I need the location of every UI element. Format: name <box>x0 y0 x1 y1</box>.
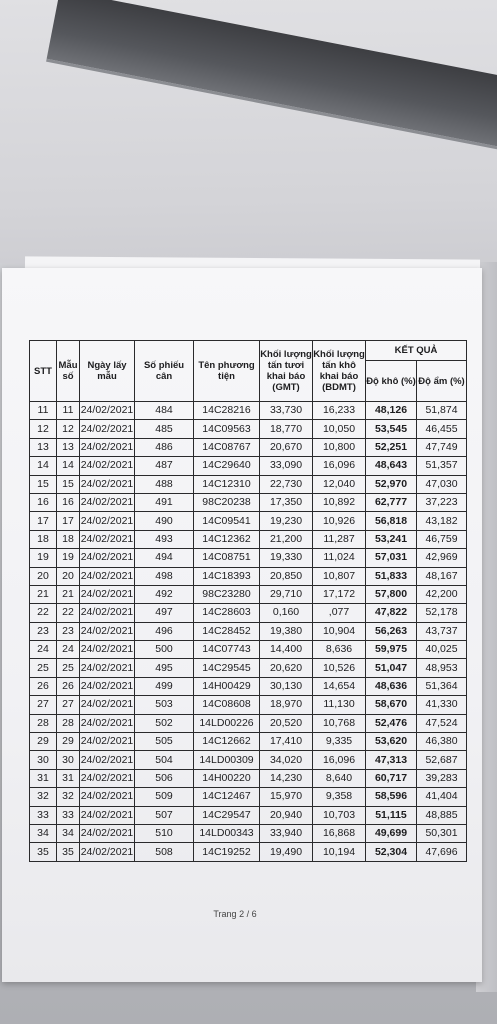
cell-ten-phuong-tien: 14C29640 <box>194 457 260 475</box>
cell-so-phieu: 504 <box>135 751 194 769</box>
cell-so-phieu: 499 <box>135 677 194 695</box>
table-row <box>30 512 467 530</box>
cell-mau-so: 17 <box>57 512 80 530</box>
header-so-phieu-can: Số phiếu cân <box>135 341 194 402</box>
cell-ngay: 24/02/2021 <box>80 714 135 732</box>
cell-do-kho: 51,047 <box>366 659 417 677</box>
cell-gmt: 33,940 <box>260 824 313 842</box>
table-row <box>30 806 467 824</box>
header-do-am: Độ ẩm (%) <box>417 361 467 402</box>
cell-ten-phuong-tien: 14C12362 <box>194 530 260 548</box>
cell-gmt: 20,940 <box>260 806 313 824</box>
header-ket-qua: KẾT QUẢ <box>366 341 467 361</box>
cell-do-am: 40,025 <box>417 641 467 659</box>
cell-so-phieu: 497 <box>135 604 194 622</box>
cell-do-am: 46,759 <box>417 530 467 548</box>
page-number: Trang 2 / 6 <box>213 909 257 919</box>
table-row <box>30 622 467 640</box>
table-row <box>30 824 467 842</box>
cell-ten-phuong-tien: 14C12662 <box>194 733 260 751</box>
cell-ngay: 24/02/2021 <box>80 549 135 567</box>
cell-gmt: 33,730 <box>260 402 313 420</box>
cell-do-kho: 52,970 <box>366 475 417 493</box>
cell-stt: 31 <box>30 769 57 787</box>
cell-ngay: 24/02/2021 <box>80 438 135 456</box>
cell-do-am: 37,223 <box>417 493 467 511</box>
cell-so-phieu: 506 <box>135 769 194 787</box>
cell-do-kho: 51,115 <box>366 806 417 824</box>
cell-gmt: 20,620 <box>260 659 313 677</box>
cell-ten-phuong-tien: 14C09563 <box>194 420 260 438</box>
header-mau-so: Mẫu số <box>57 341 80 402</box>
cell-do-kho: 47,313 <box>366 751 417 769</box>
cell-bdmt: 10,904 <box>313 622 366 640</box>
cell-stt: 24 <box>30 641 57 659</box>
cell-ten-phuong-tien: 14H00220 <box>194 769 260 787</box>
cell-stt: 23 <box>30 622 57 640</box>
cell-do-am: 51,874 <box>417 402 467 420</box>
cell-ngay: 24/02/2021 <box>80 659 135 677</box>
cell-bdmt: ,077 <box>313 604 366 622</box>
cell-ten-phuong-tien: 14C08608 <box>194 696 260 714</box>
cell-mau-so: 31 <box>57 769 80 787</box>
cell-so-phieu: 505 <box>135 733 194 751</box>
cell-so-phieu: 493 <box>135 530 194 548</box>
cell-ten-phuong-tien: 14C09541 <box>194 512 260 530</box>
cell-ten-phuong-tien: 14C08751 <box>194 549 260 567</box>
cell-mau-so: 29 <box>57 733 80 751</box>
cell-do-kho: 57,031 <box>366 549 417 567</box>
cell-ngay: 24/02/2021 <box>80 806 135 824</box>
header-bdmt: Khối lượng tấn khô khai báo (BDMT) <box>313 341 366 402</box>
cell-do-am: 42,969 <box>417 549 467 567</box>
cell-do-am: 47,696 <box>417 843 467 861</box>
cell-gmt: 15,970 <box>260 788 313 806</box>
cell-ten-phuong-tien: 14C29547 <box>194 806 260 824</box>
table-row <box>30 769 467 787</box>
table-row <box>30 641 467 659</box>
results-table <box>29 340 467 862</box>
table-row <box>30 438 467 456</box>
cell-ten-phuong-tien: 14C07743 <box>194 641 260 659</box>
cell-ten-phuong-tien: 14C19252 <box>194 843 260 861</box>
cell-do-kho: 60,717 <box>366 769 417 787</box>
cell-ngay: 24/02/2021 <box>80 493 135 511</box>
cell-ten-phuong-tien: 14C28452 <box>194 622 260 640</box>
table-row <box>30 402 467 420</box>
cell-do-kho: 53,620 <box>366 733 417 751</box>
cell-stt: 17 <box>30 512 57 530</box>
cell-mau-so: 15 <box>57 475 80 493</box>
cell-so-phieu: 487 <box>135 457 194 475</box>
cell-stt: 16 <box>30 493 57 511</box>
cell-ngay: 24/02/2021 <box>80 622 135 640</box>
cell-ten-phuong-tien: 14C29545 <box>194 659 260 677</box>
table-row <box>30 604 467 622</box>
header-stt: STT <box>30 341 57 402</box>
cell-mau-so: 23 <box>57 622 80 640</box>
cell-so-phieu: 485 <box>135 420 194 438</box>
cell-bdmt: 10,703 <box>313 806 366 824</box>
cell-gmt: 19,490 <box>260 843 313 861</box>
cell-gmt: 18,770 <box>260 420 313 438</box>
cell-gmt: 30,130 <box>260 677 313 695</box>
cell-do-am: 47,524 <box>417 714 467 732</box>
cell-do-am: 46,455 <box>417 420 467 438</box>
cell-mau-so: 30 <box>57 751 80 769</box>
table-row <box>30 733 467 751</box>
table-row <box>30 567 467 585</box>
cell-mau-so: 28 <box>57 714 80 732</box>
cell-mau-so: 20 <box>57 567 80 585</box>
cell-bdmt: 11,130 <box>313 696 366 714</box>
header-do-kho: Độ khô (%) <box>366 361 417 402</box>
cell-stt: 33 <box>30 806 57 824</box>
cell-stt: 25 <box>30 659 57 677</box>
cell-gmt: 19,330 <box>260 549 313 567</box>
cell-so-phieu: 507 <box>135 806 194 824</box>
table-row <box>30 530 467 548</box>
cell-stt: 27 <box>30 696 57 714</box>
table-row <box>30 420 467 438</box>
cell-stt: 15 <box>30 475 57 493</box>
cell-bdmt: 12,040 <box>313 475 366 493</box>
cell-ngay: 24/02/2021 <box>80 604 135 622</box>
cell-do-am: 41,330 <box>417 696 467 714</box>
cell-ten-phuong-tien: 98C20238 <box>194 493 260 511</box>
cell-so-phieu: 508 <box>135 843 194 861</box>
table-row <box>30 843 467 861</box>
header-ngay-lay-mau: Ngày lấy mẫu <box>80 341 135 402</box>
cell-do-am: 43,182 <box>417 512 467 530</box>
table-row <box>30 549 467 567</box>
cell-do-kho: 48,126 <box>366 402 417 420</box>
cell-do-am: 51,364 <box>417 677 467 695</box>
cell-do-kho: 51,833 <box>366 567 417 585</box>
cell-so-phieu: 498 <box>135 567 194 585</box>
cell-do-am: 48,167 <box>417 567 467 585</box>
cell-do-kho: 47,822 <box>366 604 417 622</box>
cell-gmt: 21,200 <box>260 530 313 548</box>
cell-bdmt: 10,800 <box>313 438 366 456</box>
cell-stt: 12 <box>30 420 57 438</box>
cell-bdmt: 17,172 <box>313 585 366 603</box>
cell-do-kho: 52,304 <box>366 843 417 861</box>
cell-mau-so: 21 <box>57 585 80 603</box>
cell-ngay: 24/02/2021 <box>80 530 135 548</box>
cell-bdmt: 16,233 <box>313 402 366 420</box>
cell-do-am: 50,301 <box>417 824 467 842</box>
cell-stt: 19 <box>30 549 57 567</box>
cell-gmt: 20,850 <box>260 567 313 585</box>
table-row <box>30 659 467 677</box>
cell-do-am: 46,380 <box>417 733 467 751</box>
cell-gmt: 20,670 <box>260 438 313 456</box>
cell-do-am: 47,749 <box>417 438 467 456</box>
cell-do-kho: 53,241 <box>366 530 417 548</box>
cell-mau-so: 26 <box>57 677 80 695</box>
cell-ngay: 24/02/2021 <box>80 641 135 659</box>
cell-bdmt: 11,024 <box>313 549 366 567</box>
cell-do-am: 48,885 <box>417 806 467 824</box>
cell-do-kho: 52,251 <box>366 438 417 456</box>
cell-so-phieu: 503 <box>135 696 194 714</box>
cell-gmt: 14,230 <box>260 769 313 787</box>
cell-ngay: 24/02/2021 <box>80 567 135 585</box>
header-gmt: Khối lượng tấn tươi khai báo (GMT) <box>260 341 313 402</box>
cell-so-phieu: 494 <box>135 549 194 567</box>
cell-do-kho: 48,643 <box>366 457 417 475</box>
cell-ngay: 24/02/2021 <box>80 475 135 493</box>
cell-do-am: 41,404 <box>417 788 467 806</box>
cell-do-kho: 58,596 <box>366 788 417 806</box>
table-body <box>30 402 467 862</box>
cell-ngay: 24/02/2021 <box>80 769 135 787</box>
cell-do-kho: 49,699 <box>366 824 417 842</box>
cell-so-phieu: 490 <box>135 512 194 530</box>
cell-so-phieu: 495 <box>135 659 194 677</box>
cell-do-am: 42,200 <box>417 585 467 603</box>
cell-so-phieu: 491 <box>135 493 194 511</box>
cell-bdmt: 14,654 <box>313 677 366 695</box>
cell-ten-phuong-tien: 14C12467 <box>194 788 260 806</box>
cell-ten-phuong-tien: 14LD00309 <box>194 751 260 769</box>
table-row <box>30 585 467 603</box>
cell-so-phieu: 500 <box>135 641 194 659</box>
cell-ngay: 24/02/2021 <box>80 420 135 438</box>
cell-do-am: 39,283 <box>417 769 467 787</box>
cell-ngay: 24/02/2021 <box>80 402 135 420</box>
table-row <box>30 714 467 732</box>
cell-gmt: 17,350 <box>260 493 313 511</box>
cell-gmt: 29,710 <box>260 585 313 603</box>
cell-gmt: 20,520 <box>260 714 313 732</box>
cell-do-am: 43,737 <box>417 622 467 640</box>
cell-so-phieu: 488 <box>135 475 194 493</box>
table-header-row <box>30 341 467 361</box>
cell-so-phieu: 496 <box>135 622 194 640</box>
cell-gmt: 0,160 <box>260 604 313 622</box>
cell-mau-so: 33 <box>57 806 80 824</box>
cell-gmt: 19,380 <box>260 622 313 640</box>
cell-bdmt: 10,926 <box>313 512 366 530</box>
cell-so-phieu: 510 <box>135 824 194 842</box>
table-row <box>30 751 467 769</box>
table-row <box>30 457 467 475</box>
cell-do-am: 47,030 <box>417 475 467 493</box>
cell-stt: 29 <box>30 733 57 751</box>
cell-gmt: 14,400 <box>260 641 313 659</box>
cell-ngay: 24/02/2021 <box>80 696 135 714</box>
cell-bdmt: 10,526 <box>313 659 366 677</box>
cell-ngay: 24/02/2021 <box>80 512 135 530</box>
cell-ten-phuong-tien: 14C12310 <box>194 475 260 493</box>
cell-do-kho: 62,777 <box>366 493 417 511</box>
cell-stt: 18 <box>30 530 57 548</box>
cell-stt: 26 <box>30 677 57 695</box>
cell-do-am: 52,178 <box>417 604 467 622</box>
cell-ten-phuong-tien: 14C28216 <box>194 402 260 420</box>
cell-stt: 32 <box>30 788 57 806</box>
cell-mau-so: 18 <box>57 530 80 548</box>
cell-ten-phuong-tien: 14LD00226 <box>194 714 260 732</box>
cell-gmt: 19,230 <box>260 512 313 530</box>
cell-mau-so: 11 <box>57 402 80 420</box>
table-row <box>30 788 467 806</box>
cell-stt: 21 <box>30 585 57 603</box>
cell-stt: 30 <box>30 751 57 769</box>
cell-ten-phuong-tien: 14LD00343 <box>194 824 260 842</box>
cell-mau-so: 34 <box>57 824 80 842</box>
cell-bdmt: 10,768 <box>313 714 366 732</box>
cell-bdmt: 9,358 <box>313 788 366 806</box>
cell-stt: 22 <box>30 604 57 622</box>
cell-bdmt: 9,335 <box>313 733 366 751</box>
table-row <box>30 696 467 714</box>
cell-ngay: 24/02/2021 <box>80 585 135 603</box>
cell-ngay: 24/02/2021 <box>80 843 135 861</box>
cell-mau-so: 32 <box>57 788 80 806</box>
cell-gmt: 22,730 <box>260 475 313 493</box>
cell-mau-so: 19 <box>57 549 80 567</box>
cell-mau-so: 14 <box>57 457 80 475</box>
cell-gmt: 34,020 <box>260 751 313 769</box>
cell-bdmt: 8,640 <box>313 769 366 787</box>
cell-ngay: 24/02/2021 <box>80 457 135 475</box>
cell-stt: 34 <box>30 824 57 842</box>
cell-ngay: 24/02/2021 <box>80 788 135 806</box>
cell-stt: 14 <box>30 457 57 475</box>
cell-ngay: 24/02/2021 <box>80 751 135 769</box>
cell-do-kho: 56,818 <box>366 512 417 530</box>
cell-stt: 28 <box>30 714 57 732</box>
cell-mau-so: 12 <box>57 420 80 438</box>
cell-do-kho: 52,476 <box>366 714 417 732</box>
cell-bdmt: 10,807 <box>313 567 366 585</box>
table-row <box>30 475 467 493</box>
table-row <box>30 677 467 695</box>
cell-bdmt: 10,194 <box>313 843 366 861</box>
cell-so-phieu: 486 <box>135 438 194 456</box>
cell-stt: 11 <box>30 402 57 420</box>
cell-bdmt: 16,868 <box>313 824 366 842</box>
cell-do-kho: 59,975 <box>366 641 417 659</box>
cell-so-phieu: 509 <box>135 788 194 806</box>
table-row <box>30 493 467 511</box>
cell-do-am: 48,953 <box>417 659 467 677</box>
cell-bdmt: 10,050 <box>313 420 366 438</box>
cell-ten-phuong-tien: 14C28603 <box>194 604 260 622</box>
cell-mau-so: 25 <box>57 659 80 677</box>
cell-do-kho: 58,670 <box>366 696 417 714</box>
cell-do-kho: 57,800 <box>366 585 417 603</box>
cell-bdmt: 16,096 <box>313 457 366 475</box>
header-ten-phuong-tien: Tên phương tiện <box>194 341 260 402</box>
cell-do-kho: 48,636 <box>366 677 417 695</box>
cell-ten-phuong-tien: 14H00429 <box>194 677 260 695</box>
cell-so-phieu: 484 <box>135 402 194 420</box>
cell-ten-phuong-tien: 14C08767 <box>194 438 260 456</box>
cell-ngay: 24/02/2021 <box>80 824 135 842</box>
cell-do-kho: 56,263 <box>366 622 417 640</box>
cell-stt: 20 <box>30 567 57 585</box>
cell-stt: 35 <box>30 843 57 861</box>
cell-mau-so: 27 <box>57 696 80 714</box>
cell-ten-phuong-tien: 98C23280 <box>194 585 260 603</box>
cell-mau-so: 13 <box>57 438 80 456</box>
cell-mau-so: 22 <box>57 604 80 622</box>
cell-so-phieu: 492 <box>135 585 194 603</box>
cell-do-am: 51,357 <box>417 457 467 475</box>
cell-bdmt: 10,892 <box>313 493 366 511</box>
cell-bdmt: 11,287 <box>313 530 366 548</box>
cell-stt: 13 <box>30 438 57 456</box>
cell-ten-phuong-tien: 14C18393 <box>194 567 260 585</box>
cell-gmt: 33,090 <box>260 457 313 475</box>
cell-do-am: 52,687 <box>417 751 467 769</box>
cell-mau-so: 35 <box>57 843 80 861</box>
cell-gmt: 17,410 <box>260 733 313 751</box>
cell-ngay: 24/02/2021 <box>80 677 135 695</box>
cell-mau-so: 24 <box>57 641 80 659</box>
cell-mau-so: 16 <box>57 493 80 511</box>
cell-gmt: 18,970 <box>260 696 313 714</box>
cell-do-kho: 53,545 <box>366 420 417 438</box>
cell-ngay: 24/02/2021 <box>80 733 135 751</box>
cell-bdmt: 8,636 <box>313 641 366 659</box>
cell-bdmt: 16,096 <box>313 751 366 769</box>
cell-so-phieu: 502 <box>135 714 194 732</box>
